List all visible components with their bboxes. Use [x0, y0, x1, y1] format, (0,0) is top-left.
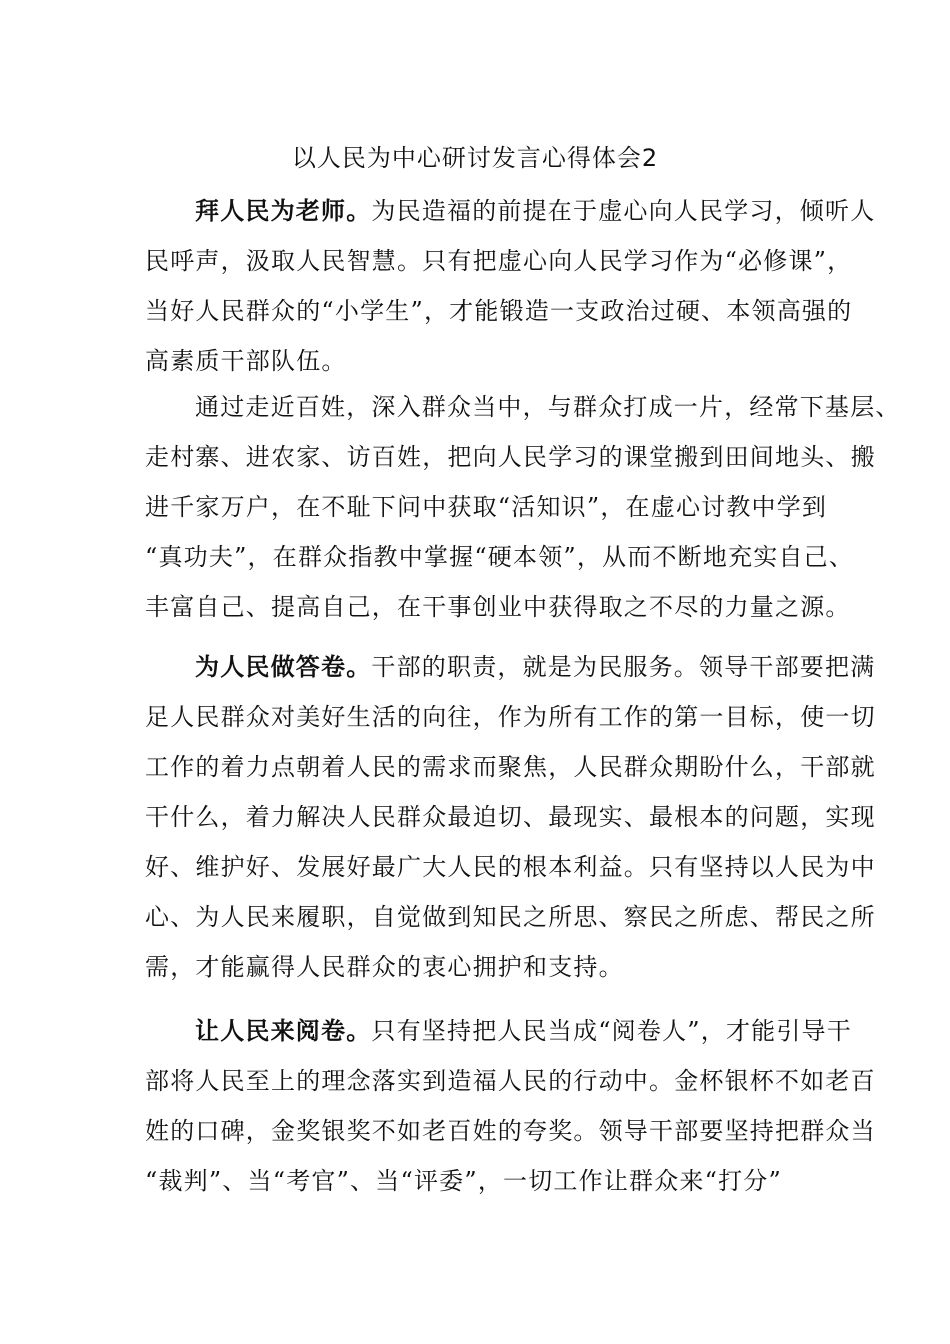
paragraph-line: 当好人民群众的“小学生”，才能锻造一支政治过硬、本领高强的 [145, 297, 853, 325]
paragraph-line: 拜人民为老师。为民造福的前提在于虚心向人民学习，倾听人 [195, 197, 876, 225]
paragraph-lead: 拜人民为老师。 [195, 197, 372, 225]
paragraph-line: 好、维护好、发展好最广大人民的根本利益。只有坚持以人民为中 [145, 853, 876, 881]
paragraph-line: 部将人民至上的理念落实到造福人民的行动中。金杯银杯不如老百 [145, 1067, 876, 1095]
paragraph-3 [145, 642, 876, 992]
paragraph-line: 进千家万户，在不耻下问中获取“活知识”，在虚心讨教中学到 [145, 493, 828, 521]
paragraph-lead: 为人民做答卷。 [195, 653, 372, 681]
paragraph-line: “裁判”、当“考官”、当“评委”，一切工作让群众来“打分” [145, 1167, 782, 1195]
paragraph-line: 足人民群众对美好生活的向往，作为所有工作的第一目标，使一切 [145, 703, 876, 731]
paragraph-lead: 让人民来阅卷。 [195, 1017, 372, 1045]
paragraph-line: 心、为人民来履职，自觉做到知民之所思、察民之所虑、帮民之所 [145, 903, 876, 931]
document-title: 以人民为中心研讨发言心得体会2 [291, 144, 659, 172]
paragraph-line: 丰富自己、提高自己，在干事创业中获得取之不尽的力量之源。 [145, 593, 851, 621]
paragraph-2 [145, 382, 901, 632]
paragraph-line: 民呼声，汲取人民智慧。只有把虚心向人民学习作为“必修课”， [145, 247, 853, 275]
paragraph-1 [145, 186, 876, 386]
paragraph-line: 工作的着力点朝着人民的需求而聚焦，人民群众期盼什么，干部就 [145, 753, 876, 781]
paragraph-line: 需，才能赢得人民群众的衷心拥护和支持。 [145, 953, 624, 981]
paragraph-line: 姓的口碑，金奖银奖不如老百姓的夸奖。领导干部要坚持把群众当 [145, 1117, 876, 1145]
paragraph-line: “真功夫”，在群众指教中掌握“硬本领”，从而不断地充实自己、 [145, 543, 855, 571]
paragraph-line: 让人民来阅卷。只有坚持把人民当成“阅卷人”，才能引导干 [195, 1017, 852, 1045]
paragraph-line: 高素质干部队伍。 [145, 347, 347, 375]
paragraph-4 [145, 1006, 876, 1206]
paragraph-line: 通过走近百姓，深入群众当中，与群众打成一片，经常下基层、 [195, 393, 901, 421]
paragraph-line: 为人民做答卷。干部的职责，就是为民服务。领导干部要把满 [195, 653, 876, 681]
paragraph-line: 干什么，着力解决人民群众最迫切、最现实、最根本的问题，实现 [145, 803, 876, 831]
paragraph-line: 走村寨、进农家、访百姓，把向人民学习的课堂搬到田间地头、搬 [145, 443, 876, 471]
